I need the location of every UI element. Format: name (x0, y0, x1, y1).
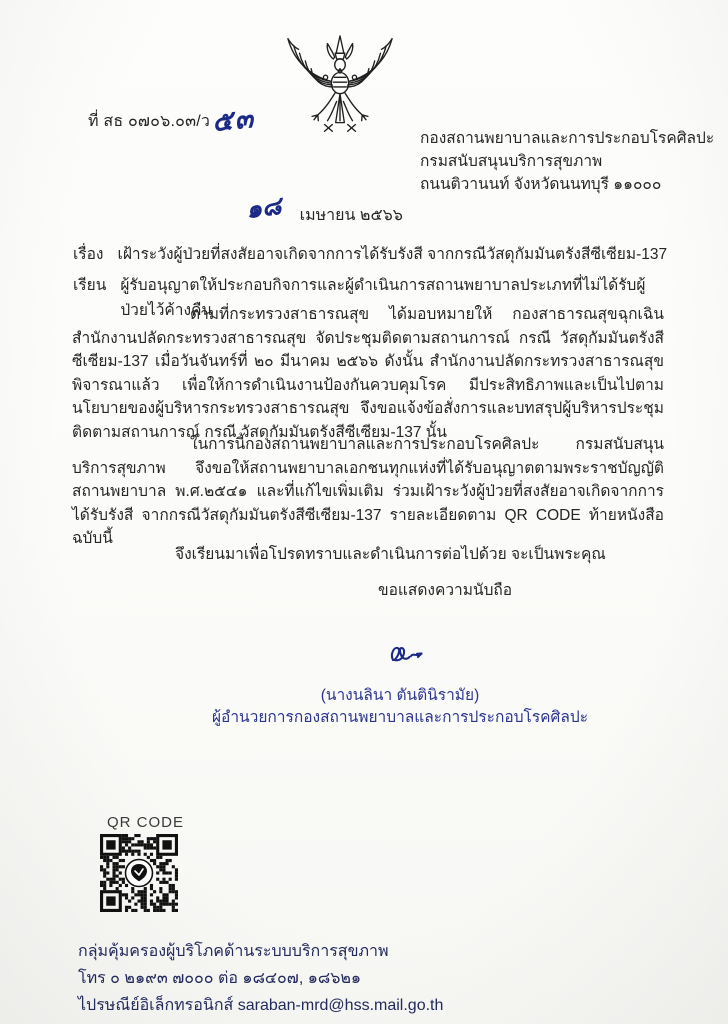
addressee-label: เรียน (73, 277, 107, 294)
garuda-emblem (281, 33, 399, 144)
agency-address-block (420, 127, 714, 196)
body-paragraph-1: ตามที่กระทรวงสาธารณสุข ได้มอบหมายให้ กองสาธารณสุขฉุกเฉิน สำนักงานปลัดกระทรวงสาธารณสุข จัดประชุมติดตามสถานการณ์ กรณี วัสดุกัมมันตรังสีซีเซียม-137 เมื่อวันจันทร์ที่ ๒๐ มีนาคม ๒๕๖๖ ดังนั้น สำนักงานปลัดกระทรวงสาธารณสุข พิจารณาแล้ว เพื่อให้การดำเนินงานป้องกันควบคุมโรค มีประสิทธิภาพและเป็นไปตามนโยบายของผู้บริหารกระทรวงสาธารณสุข จึงขอแจ้งข้อสั่งการและบทสรุปผู้บริหารประชุมติดตามสถานการณ์ กรณี วัสดุกัมมันตรังสีซีเซียม-137 นั้น (72, 306, 664, 441)
qr-code-label: QR CODE (107, 814, 185, 831)
reference-number-handwritten: ๕๓ (210, 102, 257, 138)
footer-unit: กลุ่มคุ้มครองผู้บริโภคด้านระบบบริการสุขภาพ (78, 943, 389, 960)
qr-code-graphic (100, 834, 178, 912)
date-line (246, 192, 403, 232)
footer-phone: โทร ๐ ๒๑๙๓ ๗๐๐๐ ต่อ ๑๘๔๐๗, ๑๘๖๒๑ (78, 970, 362, 987)
subject-line (73, 241, 673, 266)
reference-number-label: ที่ สธ ๐๗๐๖.๐๓/ว (88, 113, 211, 130)
body-paragraph-2: ในการนี้กองสถานพยาบาลและการประกอบโรคศิลปะ กรมสนับสนุนบริการสุขภาพ จึงขอให้สถานพยาบาลเอกชนทุกแห่งที่ได้รับอนุญาตตามพระราชบัญญัติสถานพยาบาล พ.ศ.๒๕๔๑ และที่แก้ไขเพิ่มเติม ร่วมเฝ้าระวังผู้ป่วยที่สงสัยอาจเกิดจากการได้รับรังสี จากกรณีวัสดุกัมมันตรังสีซีเซียม-137 รายละเอียดตาม QR CODE ท้ายหนังสือฉบับนี้ (72, 436, 664, 547)
addressee-text: ผู้รับอนุญาตให้ประกอบกิจการและผู้ดำเนินการสถานพยาบาลประเภทที่ไม่ได้รับผู้ป่วยไว้ค้างคืน (120, 277, 646, 319)
signer-title: ผู้อำนวยการกองสถานพยาบาลและการประกอบโรคศิลปะ (211, 709, 589, 726)
qr-code (100, 834, 178, 912)
closing-line: จึงเรียนมาเพื่อโปรดทราบและดำเนินการต่อไปด้วย จะเป็นพระคุณ (175, 546, 606, 563)
garuda-emblem-graphic (281, 33, 399, 139)
signature-graphic (388, 643, 430, 669)
footer-contact-block (78, 938, 443, 1019)
agency-line-3: ถนนติวานนท์ จังหวัดนนทบุรี ๑๑๐๐๐ (420, 176, 662, 193)
date-printed: เมษายน ๒๕๖๖ (299, 207, 403, 224)
salutation: ขอแสดงความนับถือ (378, 582, 513, 599)
date-day-handwritten: ๑๘ (244, 191, 283, 225)
agency-line-1: กองสถานพยาบาลและการประกอบโรคศิลปะ (420, 130, 715, 147)
subject-label: เรื่อง (73, 246, 104, 263)
signature-handwritten (388, 643, 430, 674)
reference-number (88, 109, 210, 134)
footer-email: ไปรษณีย์อิเล็กทรอนิกส์ saraban-mrd@hss.mail.go.th (78, 997, 444, 1014)
subject-text: เฝ้าระวังผู้ป่วยที่สงสัยอาจเกิดจากการได้รับรังสี จากกรณีวัสดุกัมมันตรังสีซีเซียม-137 (117, 246, 668, 263)
signer-name: (นางนลินา ตันตินิรามัย) (320, 687, 480, 704)
agency-line-2: กรมสนับสนุนบริการสุขภาพ (420, 153, 603, 170)
